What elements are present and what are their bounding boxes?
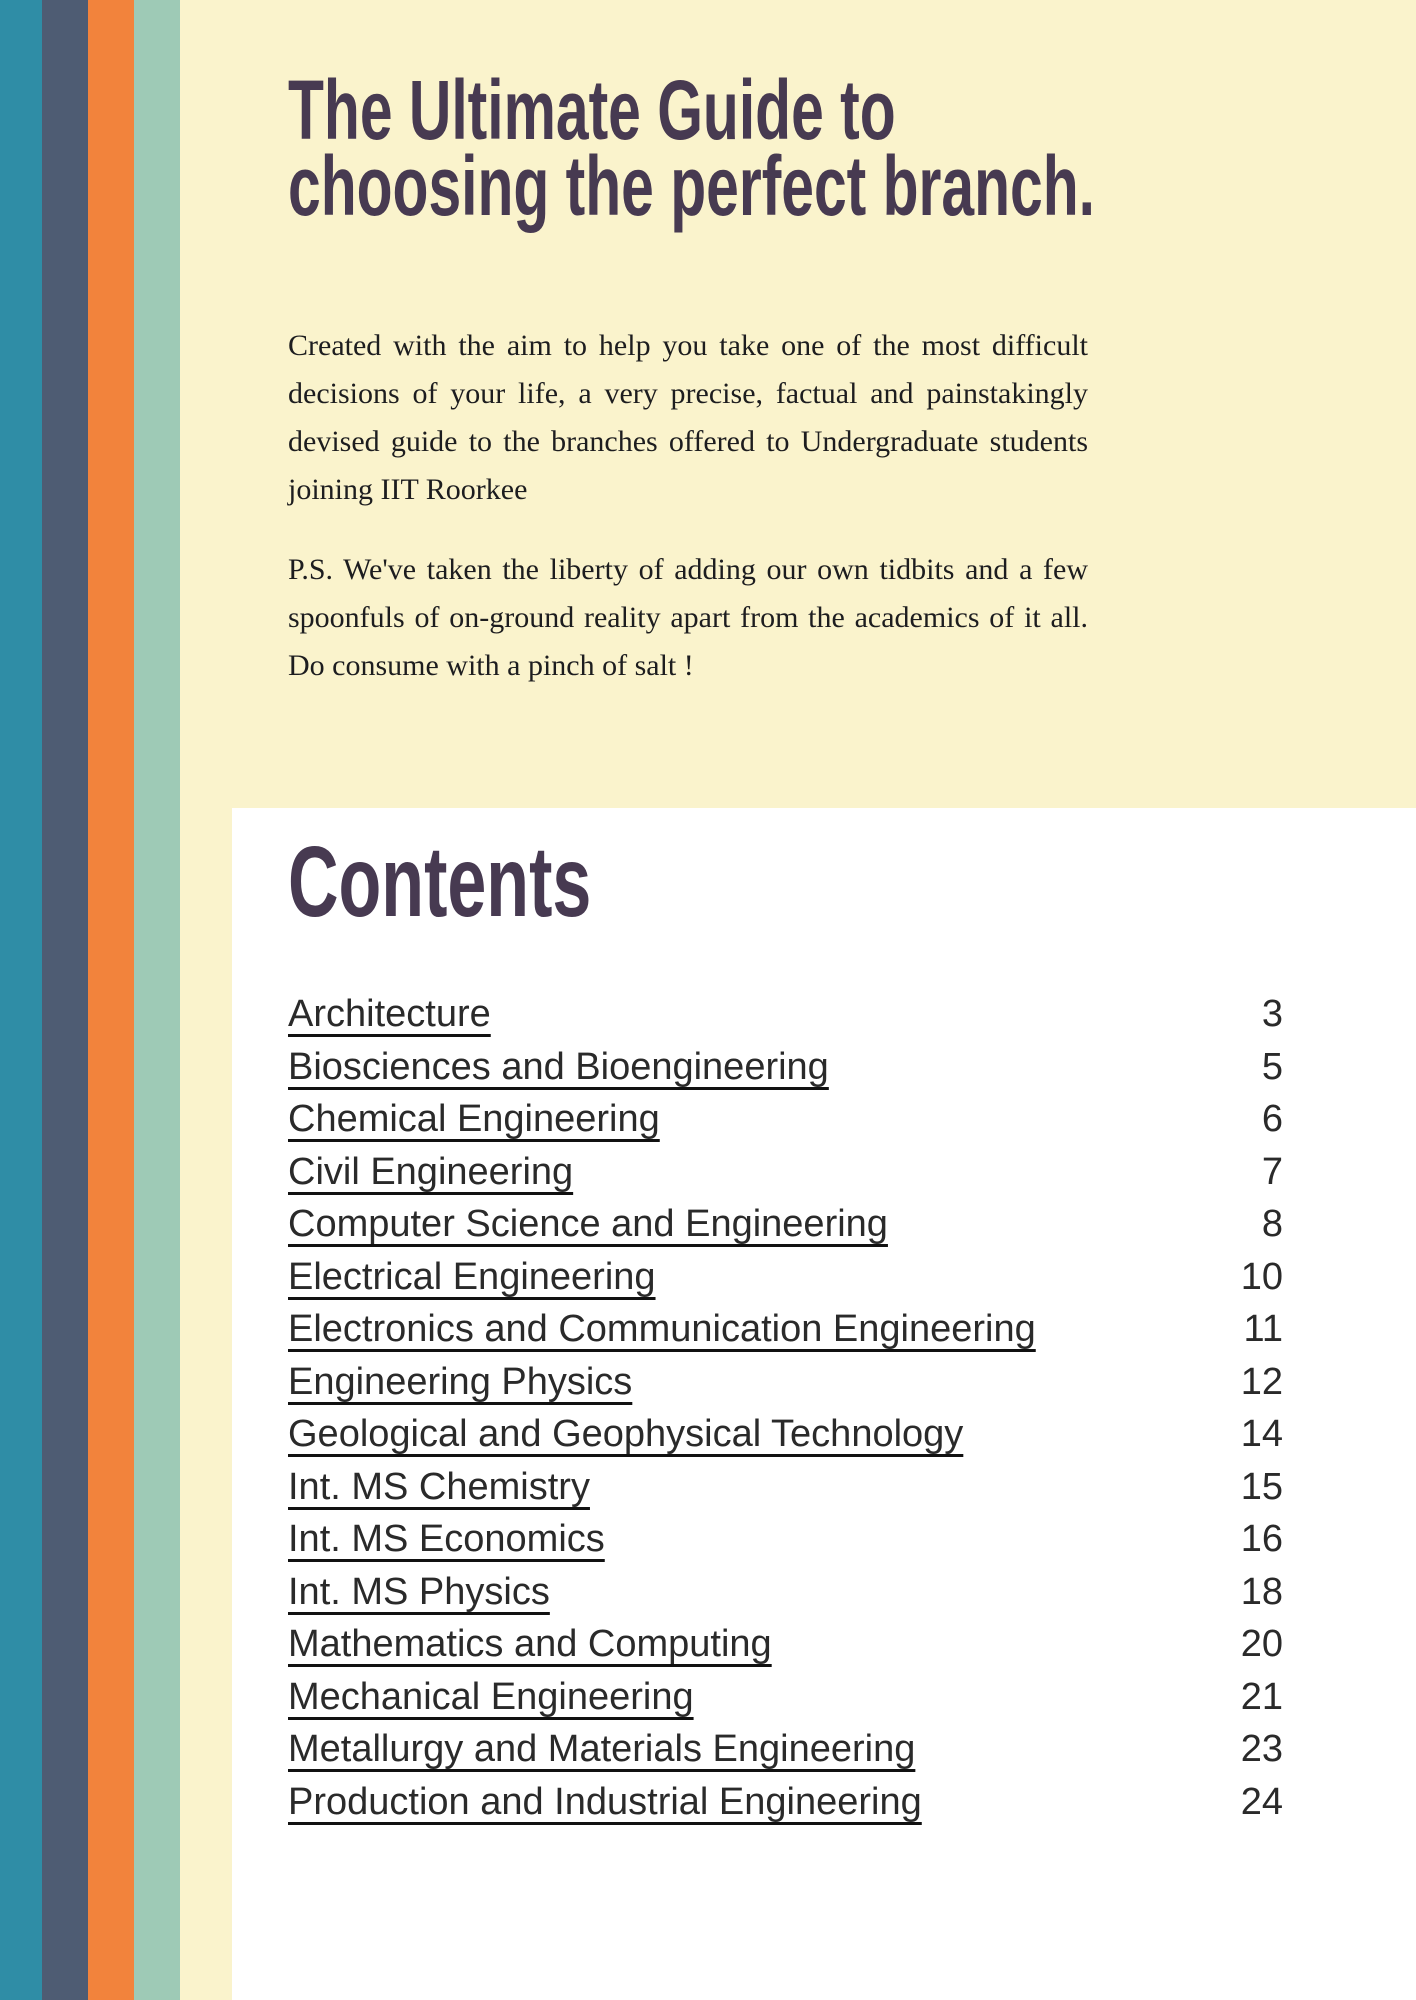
decorative-stripe-orange xyxy=(88,0,134,2000)
toc-row xyxy=(288,1041,1283,1094)
toc-page-number: 24 xyxy=(1240,1780,1283,1823)
toc-row xyxy=(288,1408,1283,1461)
postscript-paragraph: P.S. We've taken the liberty of adding our own tidbits and a few spoonfuls of on-ground reality apart from the academics of it all. Do consume with a pinch of salt ! xyxy=(288,553,1088,682)
toc-page-number: 14 xyxy=(1240,1413,1283,1455)
toc-link-engineering-physics[interactable]: Engineering Physics xyxy=(288,1360,633,1403)
toc-page-number: 18 xyxy=(1240,1570,1283,1613)
toc-page-number: 21 xyxy=(1240,1675,1283,1718)
toc-page-number: 20 xyxy=(1240,1623,1283,1665)
toc-row xyxy=(288,1566,1283,1619)
toc-link-chemical-engineering[interactable]: Chemical Engineering xyxy=(288,1098,660,1140)
toc-page-number: 7 xyxy=(1261,1150,1283,1193)
toc-link-biosciences-and-bioengineering[interactable]: Biosciences and Bioengineering xyxy=(288,1045,829,1088)
toc-link-civil-engineering[interactable]: Civil Engineering xyxy=(288,1150,574,1193)
toc-link-architecture[interactable]: Architecture xyxy=(288,993,491,1035)
toc-page-number: 6 xyxy=(1261,1098,1283,1140)
toc-page-number: 11 xyxy=(1243,1308,1283,1350)
toc-row xyxy=(288,1356,1283,1409)
toc-page-number: 3 xyxy=(1261,993,1283,1035)
toc-link-int-ms-economics[interactable]: Int. MS Economics xyxy=(288,1518,605,1560)
toc-row xyxy=(288,1461,1283,1514)
decorative-stripe-teal xyxy=(0,0,42,2000)
toc-link-electrical-engineering[interactable]: Electrical Engineering xyxy=(288,1255,656,1298)
title-line-2: choosing the perfect branch. xyxy=(288,139,1095,233)
decorative-stripe-slate xyxy=(42,0,88,2000)
toc-row xyxy=(288,1618,1283,1671)
toc-page-number: 8 xyxy=(1261,1203,1283,1245)
toc-row xyxy=(288,1093,1283,1146)
toc-row xyxy=(288,1513,1283,1566)
toc-row xyxy=(288,1303,1283,1356)
toc-row xyxy=(288,988,1283,1041)
toc-row xyxy=(288,1671,1283,1724)
toc-page-number: 15 xyxy=(1240,1465,1283,1508)
toc-page-number: 23 xyxy=(1240,1728,1283,1770)
toc-link-geological-and-geophysical-technology[interactable]: Geological and Geophysical Technology xyxy=(288,1413,964,1455)
toc-row xyxy=(288,1198,1283,1251)
toc-row xyxy=(288,1723,1283,1776)
toc-link-metallurgy-and-materials-engineering[interactable]: Metallurgy and Materials Engineering xyxy=(288,1728,916,1770)
toc-link-computer-science-and-engineering[interactable]: Computer Science and Engineering xyxy=(288,1203,888,1245)
toc-link-mechanical-engineering[interactable]: Mechanical Engineering xyxy=(288,1675,694,1718)
toc-page-number: 10 xyxy=(1240,1255,1283,1298)
toc-row xyxy=(288,1776,1283,1829)
toc-row xyxy=(288,1251,1283,1304)
table-of-contents xyxy=(288,988,1283,1828)
contents-heading: Contents xyxy=(288,826,592,938)
toc-page-number: 12 xyxy=(1240,1360,1283,1403)
page-title xyxy=(288,63,1128,233)
intro-paragraph: Created with the aim to help you take one of the most difficult decisions of your life, a very precise, factual and painstakingly devised guide to the branches offered to Undergraduate students joining IIT Roorkee xyxy=(288,329,1088,506)
toc-link-int-ms-physics[interactable]: Int. MS Physics xyxy=(288,1570,550,1613)
toc-link-int-ms-chemistry[interactable]: Int. MS Chemistry xyxy=(288,1465,590,1508)
toc-page-number: 5 xyxy=(1261,1045,1283,1088)
title-line-1: The Ultimate Guide to xyxy=(288,63,896,157)
decorative-stripe-sage xyxy=(134,0,180,2000)
toc-row xyxy=(288,1146,1283,1199)
toc-link-production-and-industrial-engineering[interactable]: Production and Industrial Engineering xyxy=(288,1780,922,1823)
toc-page-number: 16 xyxy=(1240,1518,1283,1560)
toc-link-mathematics-and-computing[interactable]: Mathematics and Computing xyxy=(288,1623,772,1665)
toc-link-electronics-and-communication-engineering[interactable]: Electronics and Communication Engineering xyxy=(288,1308,1036,1350)
